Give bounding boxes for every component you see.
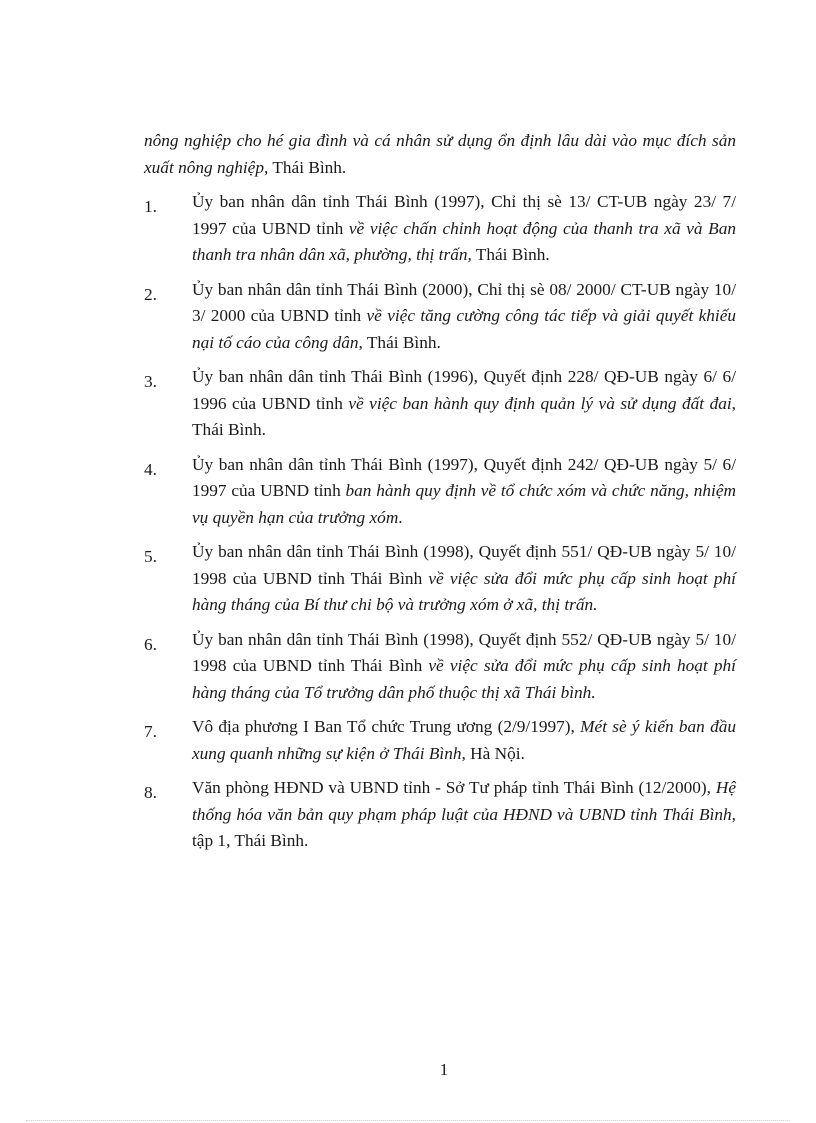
- reference-number: 8.: [144, 783, 157, 802]
- reference-author: Ủy ban nhân dân tỉnh Thái Bình (1997), Chỉ thị sè 13/ CT-UB ngày 23/ 7/ 1997 của UBND tỉnh: [192, 192, 736, 238]
- reference-item-3: [144, 364, 736, 444]
- reference-item-2: [144, 277, 736, 357]
- reference-place: .: [398, 507, 403, 527]
- reference-number: 5.: [144, 547, 157, 566]
- reference-title: Mét sè ý kiến ban đầu xung quanh những sự kiện ở Thái Bình: [192, 717, 736, 763]
- reference-author: Ủy ban nhân dân tỉnh Thái Bình (1998), Quyết định 551/ QĐ-UB ngày 5/ 10/ 1998 của UBND tỉnh Thái Bình: [192, 542, 736, 588]
- reference-author: Vô địa phương I Ban Tổ chức Trung ương (2/9/1997),: [192, 717, 581, 736]
- page-number: 1: [439, 1060, 449, 1079]
- reference-author: Văn phòng HĐND và UBND tỉnh - Sở Tư pháp tỉnh Thái Bình (12/2000),: [192, 778, 716, 797]
- continuation-tail: , Thái Bình.: [264, 157, 347, 177]
- reference-author: Ủy ban nhân dân tỉnh Thái Bình (1996), Quyết định 228/ QĐ-UB ngày 6/ 6/ 1996 của UBND tỉnh: [192, 367, 736, 413]
- reference-title: về việc sửa đổi mức phụ cấp sinh hoạt phí hàng tháng của Bí thư chi bộ và trưởng xóm ở xã, thị trấn.: [192, 568, 736, 614]
- reference-number: 7.: [144, 722, 157, 741]
- continuation-title: nông nghiệp cho hé gia đình và cá nhân sử dụng ổn định lâu dài vào mục đích sản xuất nông nghiệp: [144, 131, 736, 177]
- reference-author: Ủy ban nhân dân tỉnh Thái Bình (2000), Chỉ thị sè 08/ 2000/ CT-UB ngày 10/ 3/ 2000 của UBND tỉnh: [192, 279, 736, 325]
- reference-title: Hệ thống hóa văn bản quy phạm pháp luật của HĐND và UBND tỉnh Thái Bình: [192, 778, 736, 824]
- reference-author: Ủy ban nhân dân tỉnh Thái Bình (1997), Quyết định 242/ QĐ-UB ngày 5/ 6/ 1997 của UBND tỉnh: [192, 454, 736, 500]
- reference-place: Thái Bình.: [471, 245, 550, 264]
- reference-item-7: [144, 714, 736, 767]
- reference-place: , Thái Bình.: [192, 393, 736, 439]
- reference-title: về việc ban hành quy định quản lý và sử dụng đất đai: [348, 393, 732, 413]
- reference-item-5: [144, 539, 736, 619]
- reference-item-8: [144, 775, 736, 855]
- reference-place: , tập 1, Thái Bình.: [192, 804, 736, 850]
- reference-number: 4.: [144, 459, 157, 479]
- reference-continuation: [144, 128, 736, 181]
- reference-number: 1.: [144, 197, 157, 216]
- reference-place: , Thái Bình.: [358, 332, 441, 352]
- reference-number: 6.: [144, 634, 157, 654]
- reference-number: 3.: [144, 372, 157, 391]
- reference-item-1: [144, 189, 736, 269]
- reference-place: , Hà Nội.: [461, 743, 525, 763]
- page-bottom-divider: [26, 1120, 790, 1121]
- reference-title: về việc sửa đổi mức phụ cấp sinh hoạt phí hàng tháng của Tổ trưởng dân phố thuộc thị xã Thái bình.: [192, 656, 736, 702]
- reference-title: về việc tăng cường công tác tiếp và giải quyết khiếu nại tố cáo của công dân: [192, 306, 736, 352]
- reference-item-6: [144, 627, 736, 707]
- reference-title: ban hành quy định về tổ chức xóm và chức năng, nhiệm vụ quyền hạn của trưởng xóm: [192, 481, 736, 527]
- reference-title: về việc chấn chỉnh hoạt động của thanh tra xã và Ban thanh tra nhân dân xã, phường, thị trấn,: [192, 218, 736, 264]
- reference-author: Ủy ban nhân dân tỉnh Thái Bình (1998), Quyết định 552/ QĐ-UB ngày 5/ 10/ 1998 của UBND tỉnh Thái Bình: [192, 629, 736, 675]
- reference-number: 2.: [144, 284, 157, 304]
- reference-item-4: [144, 452, 736, 532]
- reference-list: [144, 128, 736, 863]
